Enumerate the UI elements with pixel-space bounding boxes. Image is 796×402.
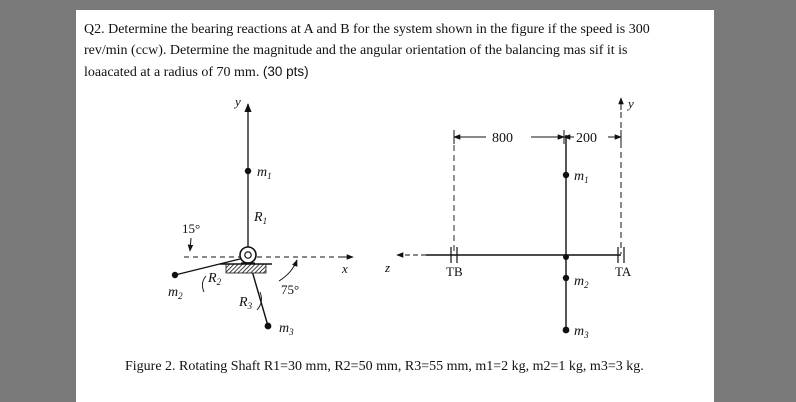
r1-letter: R: [254, 210, 263, 225]
side-m3-label: [574, 324, 589, 340]
side-m3-letter: m: [574, 324, 585, 339]
question-points: (30 pts): [262, 64, 309, 79]
question-line-1: Q2. Determine the bearing reactions at A and B for the system shown in the figure if the speed is 300: [84, 22, 650, 37]
question-line-2: rev/min (ccw). Determine the magnitude and the angular orientation of the balancing mas sif it is: [84, 43, 628, 58]
x-axis-label: x: [342, 261, 348, 276]
m1-subscript: 1: [267, 171, 272, 181]
angle-15-label: 15°: [182, 221, 201, 236]
side-shaft-node: [563, 254, 569, 260]
m3-letter: m: [279, 321, 290, 336]
side-m2-subscript: 2: [584, 280, 589, 290]
bearing-a-label: TA: [615, 264, 632, 279]
angle-15-arrow: [190, 238, 191, 251]
m1-letter: m: [257, 165, 268, 180]
document-page: [76, 10, 714, 402]
m1-label: [257, 165, 272, 181]
side-m3-subscript: 3: [584, 330, 589, 340]
side-m1-subscript: 1: [584, 175, 589, 185]
side-m2-mass: [563, 275, 569, 281]
bearing-b-label: TB: [446, 264, 463, 279]
bearing-support-hatch: [226, 264, 266, 273]
r3-label: [238, 295, 253, 311]
r3-subscript: 3: [247, 301, 253, 311]
z-axis-label: z: [385, 260, 391, 275]
r3-letter: R: [239, 295, 248, 310]
angle-75-arc: [279, 260, 297, 281]
m3-subscript: 3: [289, 327, 294, 337]
dim-200-label: 200: [576, 131, 597, 146]
r2-label: [207, 271, 222, 287]
side-m1-letter: m: [574, 169, 585, 184]
r1-label: [253, 210, 267, 226]
side-m3-mass: [563, 327, 570, 334]
side-y-axis-label: y: [628, 96, 634, 111]
r2-dimension-arc: [202, 276, 206, 292]
m3-mass: [265, 323, 272, 330]
r2-subscript: 2: [216, 277, 222, 287]
side-m2-label: [574, 274, 589, 290]
r1-subscript: 1: [262, 216, 268, 226]
dim-800-label: 800: [492, 131, 513, 146]
m2-mass: [172, 272, 178, 278]
side-m1-mass: [563, 172, 569, 178]
m3-label: [279, 321, 294, 337]
m2-subscript: 2: [178, 291, 183, 301]
question-line-3-text: loaacated at a radius of 70 mm.: [84, 65, 263, 80]
side-view: [384, 96, 634, 340]
end-view: [168, 94, 353, 337]
figure-caption: Figure 2. Rotating Shaft R1=30 mm, R2=50 mm, R3=55 mm, m1=2 kg, m2=1 kg, m3=3 kg.: [125, 359, 644, 374]
side-m1-label: [574, 169, 589, 185]
y-axis-label: y: [235, 94, 241, 109]
r2-letter: R: [208, 271, 217, 286]
side-m2-letter: m: [574, 274, 585, 289]
figure-2-diagram: [76, 10, 714, 402]
shaft-hub-inner: [245, 252, 251, 258]
m2-label: [168, 285, 183, 301]
m1-mass: [245, 168, 251, 174]
angle-75-label: 75°: [281, 282, 300, 297]
m2-letter: m: [168, 285, 179, 300]
